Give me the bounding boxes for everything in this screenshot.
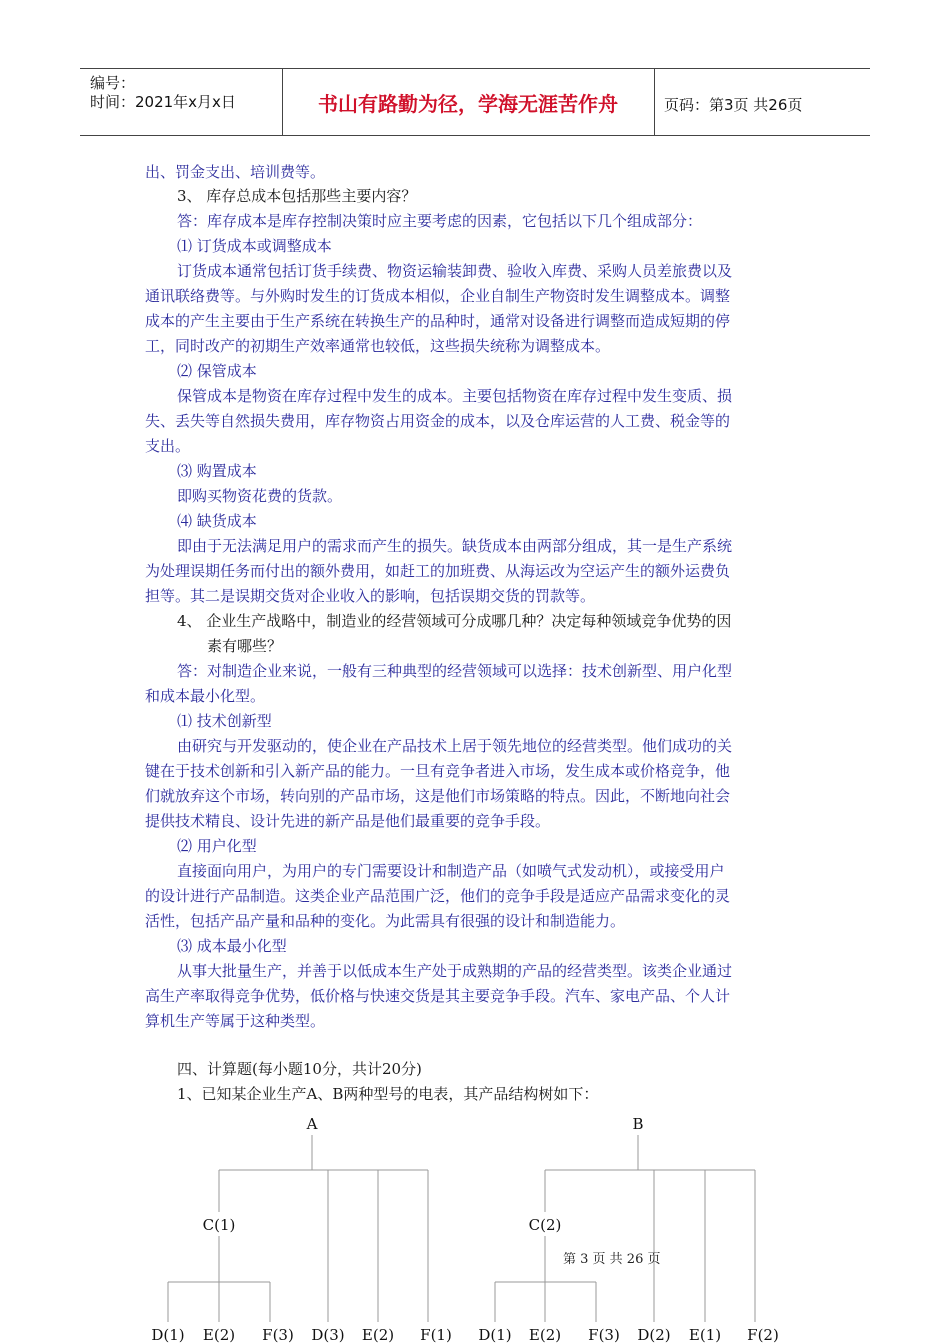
body-line: 由研究与开发驱动的，使企业在产品技术上居于领先地位的经营类型。他们成功的关: [177, 737, 733, 755]
body-line: ⑶ 成本最小化型: [177, 937, 287, 955]
body-line: 成本的产生主要由于生产系统在转换生产的品种时，通常对设备进行调整而造成短期的停: [145, 312, 731, 330]
body-line: ⑵ 保管成本: [177, 362, 257, 380]
body-line: 提供技术精良、设计先进的新产品是他们最重要的竞争手段。: [145, 812, 551, 830]
body-line: 和成本最小化型。: [145, 687, 266, 705]
tree-node-b-f: F(2): [747, 1326, 779, 1344]
body-line: ⑵ 用户化型: [177, 837, 257, 855]
body-line: 的设计进行产品制造。这类企业产品范围广泛，他们的竞争手段是适应产品需求变化的灵: [145, 887, 731, 905]
tree-node-b-d: D(2): [637, 1326, 671, 1344]
tree-node-b-c-d: D(1): [478, 1326, 512, 1344]
body-line: 们就放弃这个市场，转向别的产品市场，这是他们市场策略的特点。因此，不断地向社会: [145, 787, 731, 805]
tree-node-a-c-e: E(2): [202, 1326, 236, 1344]
body-line: 1、已知某企业生产A、B两种型号的电表，其产品结构树如下：: [177, 1085, 599, 1103]
tree-node-b-c-e: E(2): [528, 1326, 562, 1344]
body-line: 出、罚金支出、培训费等。: [145, 163, 326, 181]
body-line: 活性，包括产品产量和品种的变化。为此需具有很强的设计和制造能力。: [145, 912, 626, 930]
body-line: ⑷ 缺货成本: [177, 512, 257, 530]
tree-node-a-c-d: D(1): [151, 1326, 185, 1344]
tree-node-b-c-f: F(3): [588, 1326, 620, 1344]
tree-node-root-b: B: [632, 1115, 644, 1133]
body-line: 答：对制造企业来说，一般有三种典型的经营领域可以选择：技术创新型、用户化型: [177, 662, 733, 680]
body-line: ⑴ 订货成本或调整成本: [177, 237, 332, 255]
tree-node-root-a: A: [306, 1115, 318, 1133]
tree-node-b-c: C(2): [528, 1216, 562, 1234]
body-line: 直接面向用户，为用户的专门需要设计和制造产品（如喷气式发动机），或接受用户: [177, 862, 725, 880]
header-number-label: 编号：: [90, 74, 136, 92]
body-line: ⑴ 技术创新型: [177, 712, 272, 730]
body-line: 通讯联络费等。与外购时发生的订货成本相似，企业自制生产物资时发生调整成本。调整: [145, 287, 731, 305]
body-line: 算机生产等属于这种类型。: [145, 1012, 326, 1030]
tree-node-a-c-f: F(3): [262, 1326, 294, 1344]
body-line: 四、计算题(每小题10分，共计20分): [177, 1060, 422, 1078]
tree-node-a-c: C(1): [202, 1216, 236, 1234]
body-line: 3、 库存总成本包括那些主要内容？: [177, 187, 417, 205]
body-line: 即购买物资花费的货款。: [177, 487, 343, 505]
header-time-label: 时间：2021年x月x日: [90, 93, 236, 111]
body-line: 保管成本是物资在库存过程中发生的成本。主要包括物资在库存过程中发生变质、损: [177, 387, 733, 405]
page-footer: 第 3 页 共 26 页: [563, 1252, 661, 1267]
header-page-info: 页码：第3页 共26页: [664, 96, 803, 114]
body-line: 失、丢失等自然损失费用，库存物资占用资金的成本，以及仓库运营的人工费、税金等的: [145, 412, 731, 430]
tree-node-a-e: E(2): [361, 1326, 395, 1344]
body-line: 从事大批量生产，并善于以低成本生产处于成熟期的产品的经营类型。该类企业通过: [177, 962, 733, 980]
body-line: 4、 企业生产战略中，制造业的经营领域可分成哪几种？决定每种领域竞争优势的因: [177, 612, 732, 630]
body-line: 担等。其二是误期交货对企业收入的影响，包括误期交货的罚款等。: [145, 587, 596, 605]
body-line: 支出。: [145, 437, 191, 455]
tree-node-a-d: D(3): [311, 1326, 345, 1344]
body-line: 答：库存成本是库存控制决策时应主要考虑的因素，它包括以下几个组成部分：: [177, 212, 703, 230]
body-line: ⑶ 购置成本: [177, 462, 257, 480]
header-motto: 书山有路勤为径，学海无涯苦作舟: [318, 91, 618, 116]
tree-node-b-e: E(1): [688, 1326, 722, 1344]
body-line: 高生产率取得竞争优势，低价格与快速交货是其主要竞争手段。汽车、家电产品、个人计: [145, 987, 731, 1005]
body-line: 素有哪些？: [207, 637, 283, 655]
body-line: 即由于无法满足用户的需求而产生的损失。缺货成本由两部分组成，其一是生产系统: [177, 537, 733, 555]
body-line: 键在于技术创新和引入新产品的能力。一旦有竞争者进入市场，发生成本或价格竞争，他: [145, 762, 731, 780]
tree-node-a-f: F(1): [420, 1326, 452, 1344]
body-line: 工，同时改产的初期生产效率通常也较低，这些损失统称为调整成本。: [145, 337, 611, 355]
body-line: 订货成本通常包括订货手续费、物资运输装卸费、验收入库费、采购人员差旅费以及: [177, 262, 733, 280]
body-line: 为处理误期任务而付出的额外费用，如赶工的加班费、从海运改为空运产生的额外运费负: [145, 562, 731, 580]
